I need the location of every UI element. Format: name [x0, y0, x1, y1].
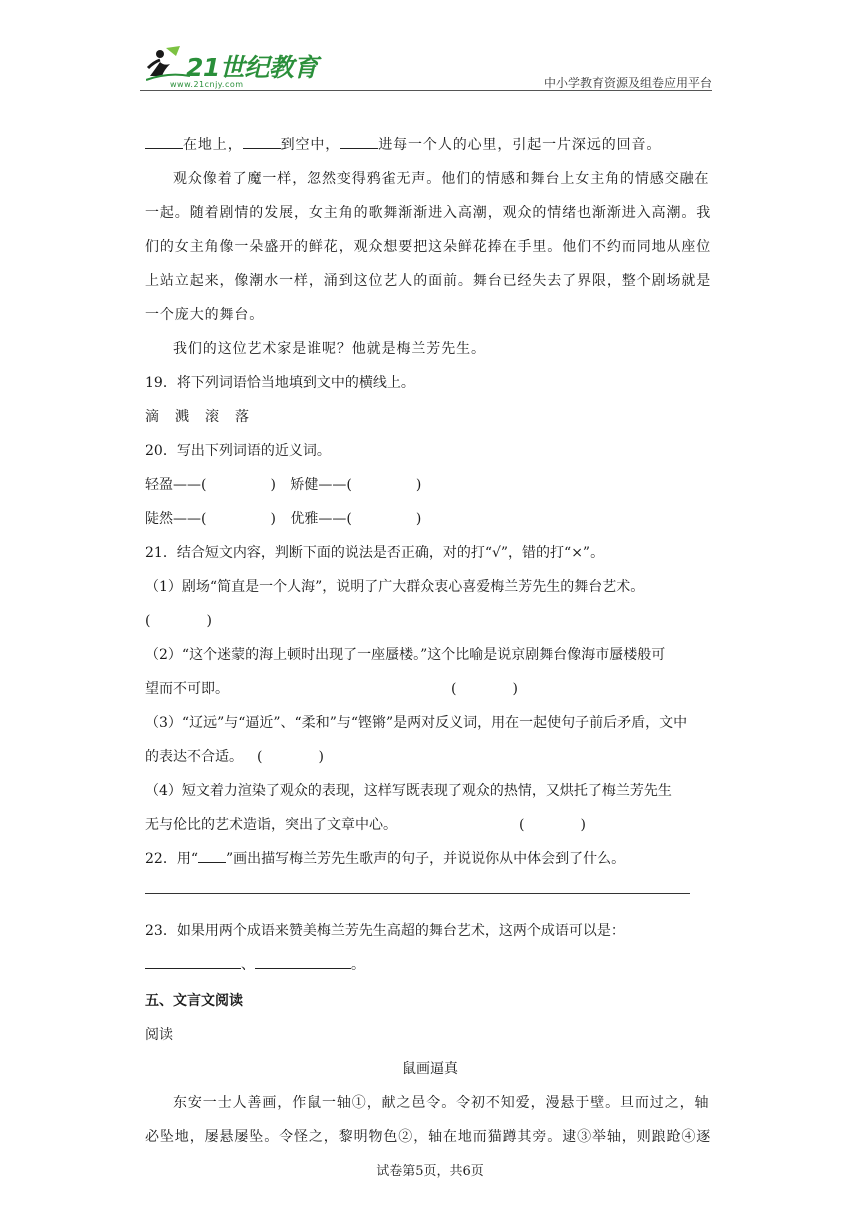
judgement-paren[interactable]: ( ): [145, 613, 212, 629]
read-label: 阅读: [145, 1027, 173, 1043]
fill-blank[interactable]: [145, 132, 183, 149]
judgement-paren[interactable]: ( ): [257, 749, 324, 765]
judgement-item: （2）“这个迷蒙的海上顿时出现了一座蜃楼。”这个比喻是说京剧舞台像海市蜃楼般可: [145, 647, 666, 663]
classical-text-title: 鼠画逼真: [402, 1061, 458, 1077]
fill-blank[interactable]: [340, 132, 378, 149]
synonym-row: 轻盈——( ) 矫健——( ): [145, 477, 422, 493]
judgement-item: 的表达不合适。 ( ): [145, 749, 324, 765]
synonym-row: 陡然——( ) 优雅——( ): [145, 511, 422, 527]
passage-line: 观众像着了魔一样，忽然变得鸦雀无声。他们的情感和舞台上女主角的情感交融在: [173, 171, 710, 187]
passage-line: 上站立起来，像潮水一样，涌到这位艺人的面前。舞台已经失去了界限，整个剧场就是: [145, 273, 712, 289]
question-20: 20．写出下列词语的近义词。: [145, 443, 331, 459]
logo-url: www.21cnjy.com: [170, 80, 244, 89]
logo-text: 21世纪教育: [186, 53, 318, 82]
idiom-blank[interactable]: [145, 952, 241, 969]
judgement-paren[interactable]: ( ): [519, 817, 586, 833]
question-19: 19．将下列词语恰当地填到文中的横线上。: [145, 375, 415, 391]
question-21: 21．结合短文内容，判断下面的说法是否正确，对的打“√”，错的打“×”。: [145, 545, 605, 561]
passage-line: 在地上， 到空中， 进每一个人的心里，引起一片深远的回音。: [145, 128, 715, 162]
word-option: 落: [235, 409, 249, 425]
judgement-item: （1）剧场“简直是一个人海”，说明了广大群众衷心喜爱梅兰芳先生的舞台艺术。: [145, 579, 645, 595]
passage-line: 一个庞大的舞台。: [145, 307, 265, 323]
idiom-blank[interactable]: [255, 952, 351, 969]
platform-name: 中小学教育资源及组卷应用平台: [543, 76, 712, 90]
document-body: [145, 128, 715, 1154]
logo: [140, 46, 320, 90]
fill-blank[interactable]: [243, 132, 281, 149]
page-header: [140, 40, 712, 90]
judgement-item: 无与伦比的艺术造诣，突出了文章中心。 ( ): [145, 817, 586, 833]
classical-text-line: 必坠地，屡悬屡坠。令怪之，黎明物色②，轴在地而猫蹲其旁。逮③举轴，则踉跄④逐: [145, 1129, 712, 1145]
runner-logo-icon: [146, 46, 190, 82]
question-22: 22．用“ ”画出描写梅兰芳先生歌声的句子，并说说你从中体会到了什么。: [145, 851, 626, 867]
judgement-paren[interactable]: ( ): [451, 681, 518, 697]
answer-line[interactable]: [145, 892, 690, 894]
passage-line: 我们的这位艺术家是谁呢？他就是梅兰芳先生。: [173, 341, 486, 357]
answer-area[interactable]: [145, 876, 715, 910]
judgement-item: （3）“辽远”与“逼近”、“柔和”与“铿锵”是两对反义词，用在一起使句子前后矛盾，文中: [145, 715, 688, 731]
passage-line: 一起。随着剧情的发展，女主角的歌舞渐渐进入高潮，观众的情绪也渐渐进入高潮。我: [145, 205, 712, 221]
passage-line: 们的女主角像一朵盛开的鲜花，观众想要把这朵鲜花捧在手里。他们不约而同地从座位: [145, 239, 712, 255]
section-heading: 五、文言文阅读: [145, 993, 243, 1009]
judgement-item: （4）短文着力渲染了观众的表现，这样写既表现了观众的热情，又烘托了梅兰芳先生: [145, 783, 672, 799]
classical-text-line: 东安一士人善画，作鼠一轴①，献之邑令。令初不知爱，漫悬于壁。旦而过之，轴: [173, 1095, 710, 1111]
underline-sample: [198, 850, 226, 863]
word-option: 滴: [145, 409, 159, 425]
word-bank: [145, 400, 715, 434]
word-option: 溅: [175, 409, 189, 425]
page-footer: 试卷第5页，共6页: [376, 1164, 484, 1179]
idiom-answers: 、 。: [145, 948, 715, 982]
word-option: 滚: [205, 409, 219, 425]
judgement-item: 望而不可即。 ( ): [145, 681, 518, 697]
question-23: 23．如果用两个成语来赞美梅兰芳先生高超的舞台艺术，这两个成语可以是：: [145, 923, 625, 939]
header-divider: [140, 90, 712, 91]
